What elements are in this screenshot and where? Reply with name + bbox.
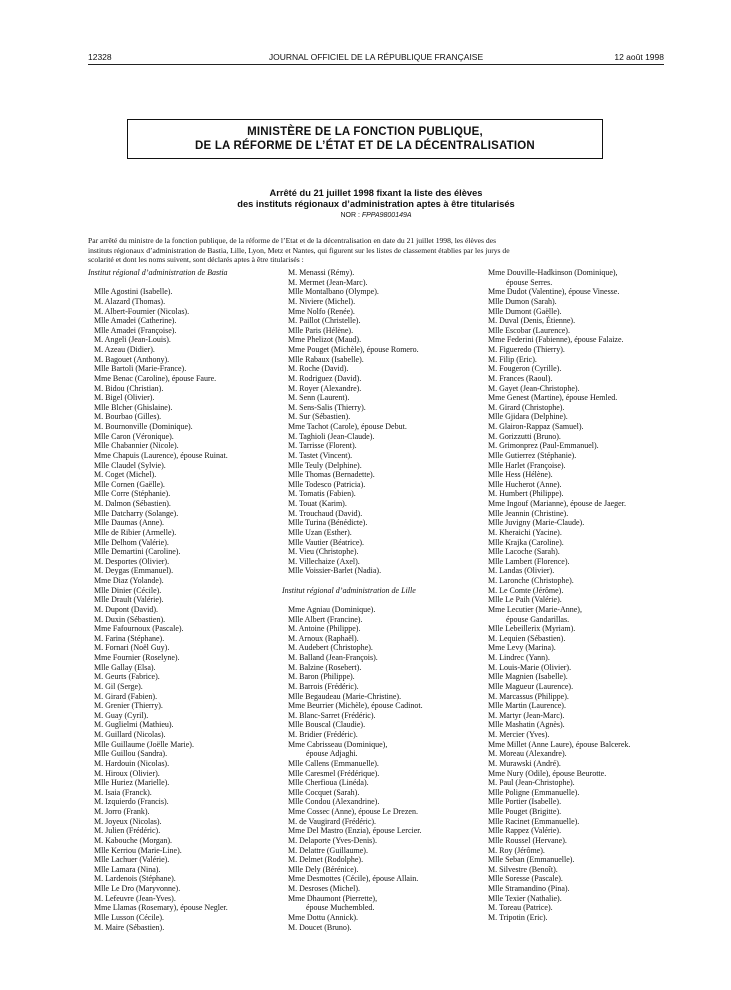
list-item: M. Filip (Eric). — [488, 354, 537, 364]
ministry-title-line-2: DE LA RÉFORME DE L’ÉTAT ET DE LA DÉCENTRALISATION — [195, 140, 535, 152]
list-item: M. Touat (Karim). — [288, 499, 347, 508]
list-item: M. Maire (Sébastien). — [94, 922, 165, 932]
list-item: Mlle Dinier (Cécile). — [94, 585, 162, 595]
list-item: M. Martyr (Jean-Marc). — [488, 710, 565, 720]
list-item: M. Joyeux (Nicolas). — [94, 816, 162, 826]
list-item: M. Vieu (Christophe). — [288, 547, 359, 557]
list-item: Mlle Uzan (Esther). — [288, 527, 352, 537]
list-item: Mme Douville-Hadkinson (Dominique), — [488, 268, 618, 277]
list-item: Mme Genest (Martine), épouse Hemled. — [488, 393, 618, 403]
header-rule — [88, 64, 664, 65]
list-item: Mme Beurrier (Michèle), épouse Cadinot. — [288, 701, 423, 711]
list-item: M. Sens-Salis (Thierry). — [288, 402, 366, 412]
list-item: Mlle Callens (Emmanuelle). — [288, 758, 379, 768]
list-item: M. Guillard (Nicolas). — [94, 730, 166, 739]
list-item: Mlle Pouget (Brigitte). — [488, 807, 562, 816]
list-item: M. Gayet (Jean-Christophe). — [488, 383, 580, 393]
list-item: M. Delmet (Rodolphe). — [288, 855, 364, 865]
list-item: M. Barrois (Frédéric). — [288, 681, 359, 691]
list-item: M. Blanc-Sarret (Frédéric). — [288, 710, 376, 720]
list-item: Mme Agniau (Dominique). — [288, 604, 376, 614]
list-item: M. Rodriguez (David). — [288, 373, 362, 383]
list-item: M. Baron (Philippe). — [288, 672, 355, 682]
list-item: Mlle Magueur (Laurence). — [488, 681, 574, 691]
list-item: Mlle Dumont (Gaëlle). — [488, 306, 562, 316]
list-item: Mlle Texier (Nathalie). — [488, 893, 562, 903]
list-item: M. Jorro (Frank). — [94, 807, 150, 816]
list-item: Mlle Martin (Laurence). — [488, 701, 566, 711]
ministry-title-line-1: MINISTÈRE DE LA FONCTION PUBLIQUE, — [247, 126, 483, 138]
list-item: Mlle Begaudeau (Marie-Christine). — [288, 691, 402, 701]
list-item: Mlle Guillaume (Joëlle Marie). — [94, 739, 194, 749]
list-item: M. Roy (Jérôme). — [488, 845, 545, 855]
names-column-3 — [482, 268, 667, 923]
decree-title-line-1: Arrêté du 21 juillet 1998 fixant la liste des élèves — [269, 188, 483, 198]
list-item: Mlle Bartoli (Marie-France). — [94, 364, 187, 374]
list-item: Mlle Lamara (Nina). — [94, 864, 161, 874]
list-item: Mme Dhaumont (Pierrette), — [288, 893, 378, 903]
list-item: M. Le Comte (Jérôme). — [488, 585, 564, 595]
list-item: Mlle Guillou (Sandra). — [94, 749, 168, 759]
list-item: Mlle Stramandino (Pina). — [488, 884, 570, 893]
list-item: Mlle Hucherot (Anne). — [488, 479, 562, 489]
list-item: M. Alazard (Thomas). — [94, 296, 166, 306]
list-item: M. Murawski (André). — [488, 758, 561, 768]
list-item: M. Marcassus (Philippe). — [488, 691, 569, 701]
list-item: Mlle Gjidara (Delphine). — [488, 412, 568, 422]
list-item: M. Duval (Denis, Étienne). — [488, 316, 576, 326]
list-item: Mme Ingouf (Marianne), épouse de Jaeger. — [488, 499, 626, 508]
list-item: M. Humbert (Philippe). — [488, 489, 564, 499]
list-item: M. Bridier (Frédéric). — [288, 730, 358, 739]
list-item: M. Bidou (Christian). — [94, 383, 164, 393]
list-item: Mlle Roussel (Hervane). — [488, 835, 567, 845]
list-item: Mlle Seban (Emmanuelle). — [488, 855, 575, 865]
list-item: M. Silvestre (Benoît). — [488, 864, 558, 874]
list-item: M. Bournonville (Dominique). — [94, 422, 193, 431]
institute-heading: Institut régional d’administration de Bastia — [88, 268, 228, 277]
list-item: Mlle Paris (Hélène). — [288, 325, 354, 335]
list-item: M. Delattre (Guillaume). — [288, 845, 368, 855]
list-item: M. Tomatis (Fabien). — [288, 489, 356, 499]
list-item: Mlle Voissier-Barlet (Nadia). — [288, 566, 382, 576]
list-item: M. Fougeron (Cyrille). — [488, 364, 562, 374]
list-item: Mlle Le Dro (Maryvonne). — [94, 884, 181, 893]
list-item: Mme Chapuis (Laurence), épouse Ruinat. — [94, 450, 228, 460]
list-item: Mlle Gallay (Elsa). — [94, 662, 156, 672]
list-item: Mme Dottu (Annick). — [288, 912, 358, 922]
list-item: Mme Lecutier (Marie-Anne), — [488, 604, 582, 614]
list-item: M. Albert-Fournier (Nicolas). — [94, 306, 190, 316]
names-column-1 — [88, 268, 270, 932]
list-item: M. Guglielmi (Mathieu). — [94, 720, 174, 730]
list-item: Mlle Mashatin (Agnès). — [488, 720, 565, 730]
list-item: Mlle Datcharry (Solange). — [94, 508, 179, 518]
list-item: Mme Levy (Marina). — [488, 643, 556, 653]
list-item: Mme Benac (Caroline), épouse Faure. — [94, 373, 217, 383]
nor-value: FPPA9800149A — [361, 212, 412, 219]
list-item: Mme Fournier (Roselyne). — [94, 653, 180, 662]
list-item: M. Duxin (Sébastien). — [94, 614, 166, 624]
list-item: M. Gorizzutti (Bruno). — [488, 431, 561, 441]
decree-title — [88, 188, 664, 210]
list-item: Mlle Lambert (Florence). — [488, 556, 570, 566]
list-item-continuation: épouse Adjaghi. — [306, 749, 358, 759]
list-item: M. Royer (Alexandre). — [288, 383, 362, 393]
list-item: Mlle Caron (Véronique). — [94, 431, 174, 441]
list-item: Mlle Amadei (Catherine). — [94, 316, 177, 326]
list-item: Mlle Teuly (Delphine). — [288, 460, 362, 470]
list-item: Mlle Poligne (Emmanuelle). — [488, 787, 580, 797]
nor-label: NOR : — [340, 212, 360, 219]
list-item: Mme Cossec (Anne), épouse Le Drezen. — [288, 807, 418, 816]
list-item: M. Balzine (Rosebert). — [288, 662, 362, 672]
list-item: Mlle Agostini (Isabelle). — [94, 287, 173, 297]
spacer — [88, 278, 270, 288]
list-item: M. Azeau (Didier). — [94, 345, 155, 354]
intro-line-3: scolarité et dont les noms suivent, sont déclarés aptes à être titularisés : — [88, 255, 304, 265]
list-item-continuation: épouse Serres. — [506, 277, 553, 287]
issue-date: 12 août 1998 — [614, 52, 664, 62]
list-item: Mlle Portier (Isabelle). — [488, 797, 562, 807]
list-item: Mlle Escobar (Laurence). — [488, 325, 570, 335]
list-item: M. Mermet (Jean-Marc). — [288, 277, 368, 287]
list-item: Mlle Turina (Bénédicte). — [288, 518, 368, 528]
list-item: M. Sur (Sébastien). — [288, 412, 351, 422]
list-item: M. Lequien (Sébastien). — [488, 633, 566, 643]
list-item: Mlle Daumas (Anne). — [94, 518, 164, 528]
list-item: M. Audebert (Christophe). — [288, 643, 373, 653]
list-item: M. Senn (Laurent). — [288, 393, 350, 403]
journal-title: JOURNAL OFFICIEL DE LA RÉPUBLIQUE FRANÇAISE — [268, 52, 484, 62]
list-item: M. Toreau (Patrice). — [488, 903, 553, 913]
list-item: Mlle Corre (Stéphanie). — [94, 489, 171, 499]
list-item: Mme Cabrisseau (Dominique), — [288, 739, 388, 749]
nor-reference — [88, 212, 664, 219]
intro-line-2: instituts régionaux d’administration de Bastia, Lille, Lyon, Metz et Nantes, qui figurent sur les listes de classement établies par les jurys de — [88, 245, 510, 255]
list-item: M. Doucet (Bruno). — [288, 922, 352, 932]
list-item: M. Guay (Cyril). — [94, 710, 149, 720]
list-item: Mlle Hess (Hélène). — [488, 470, 553, 480]
list-item: M. Fornari (Noël Guy). — [94, 643, 170, 653]
list-item: M. Figueredo (Thierry). — [488, 345, 565, 354]
list-item: Mlle Lebeillerix (Myriam). — [488, 624, 576, 634]
list-item: Mme Nury (Odile), épouse Beurotte. — [488, 768, 607, 778]
list-item: M. Farina (Stéphane). — [94, 633, 165, 643]
list-item: Mlle Lacoche (Sarah). — [488, 547, 560, 557]
list-item: Mlle Thomas (Bernadette). — [288, 470, 375, 480]
list-item: M. Laronche (Christophe). — [488, 576, 574, 585]
list-item: Mlle de Ribier (Armelle). — [94, 527, 177, 537]
list-item: M. Desroses (Michel). — [288, 884, 360, 893]
list-item: M. Frances (Raoul). — [488, 373, 553, 383]
page-number: 12328 — [88, 52, 112, 62]
list-item: M. Tastet (Vincent). — [288, 450, 353, 460]
list-item: M. Glairon-Rappaz (Samuel). — [488, 422, 584, 431]
list-item: Mlle Krajka (Caroline). — [488, 537, 564, 547]
list-item: M. de Vaugirard (Frédéric). — [288, 816, 377, 826]
list-item: M. Paul (Jean-Christophe). — [488, 778, 575, 788]
list-item: Mlle Condou (Alexandrine). — [288, 797, 380, 807]
list-item: Mlle Huriez (Marielle). — [94, 778, 170, 788]
list-item: Mme Nolfo (Renée). — [288, 306, 355, 316]
list-item: Mlle Drault (Valérie). — [94, 595, 164, 605]
list-item: Mlle Racinet (Emmanuelle). — [488, 816, 580, 826]
list-item: M. Bigel (Olivier). — [94, 393, 155, 403]
spacer — [282, 595, 472, 605]
list-item: Mme Desmottes (Cécile), épouse Allain. — [288, 874, 419, 884]
list-item-continuation: épouse Gandarillas. — [506, 614, 570, 624]
list-item: M. Landas (Olivier). — [488, 566, 555, 576]
list-item: Mlle Montalbano (Olympe). — [288, 287, 379, 297]
list-item: Mlle Jeannin (Christine). — [488, 508, 569, 518]
list-item: Mme Pouget (Michèle), épouse Romero. — [288, 345, 419, 354]
list-item: M. Trouchaud (David). — [288, 508, 363, 518]
list-item: Mlle Dumon (Sarah). — [488, 296, 557, 306]
list-item: M. Girard (Christophe). — [488, 402, 565, 412]
list-item: M. Antoine (Philippe). — [288, 624, 361, 634]
list-item: M. Tarrisse (Florent). — [288, 441, 357, 451]
list-item: M. Bagouet (Anthony). — [94, 354, 170, 364]
decree-title-line-2: des instituts régionaux d’administration aptes à être titularisés — [237, 199, 515, 209]
ministry-box — [127, 119, 603, 159]
list-item: M. Julien (Frédéric). — [94, 826, 161, 836]
list-item: Mlle Kerriou (Marie-Line). — [94, 845, 182, 855]
list-item: Mlle Chabannier (Nicole). — [94, 441, 179, 451]
list-item: M. Paillot (Christelle). — [288, 316, 361, 326]
institute-heading: Institut régional d’administration de Lille — [282, 585, 416, 595]
list-item: Mme Llamas (Rosemary), épouse Negler. — [94, 903, 228, 913]
list-item: Mme Phelizot (Maud). — [288, 335, 362, 345]
list-item: Mlle Bouscal (Claudie). — [288, 720, 366, 730]
list-item: Mlle Le Paih (Valérie). — [488, 595, 562, 605]
list-item: M. Bourbao (Gilles). — [94, 412, 162, 422]
list-item: Mlle Claudel (Sylvie). — [94, 460, 166, 470]
intro-line-1: Par arrêté du ministre de la fonction publique, de la réforme de l’Etat et de la décentralisation en date du 21 juillet 1998, les élèves des — [88, 236, 497, 245]
list-item: M. Girard (Fabien). — [94, 691, 158, 701]
list-item: M. Lindrec (Yann). — [488, 653, 550, 662]
list-item: M. Lefeuvre (Jean-Yves). — [94, 893, 176, 903]
list-item: M. Moreau (Alexandre). — [488, 749, 567, 759]
list-item: M. Desportes (Olivier). — [94, 556, 170, 566]
list-item: Mlle Harlet (Françoise). — [488, 460, 566, 470]
list-item: Mlle Dely (Bérénice). — [288, 864, 359, 874]
list-item: Mme Millet (Anne Laure), épouse Balcerek. — [488, 739, 631, 749]
list-item: M. Villechaize (Axel). — [288, 556, 360, 566]
list-item: M. Dalmon (Sébastien). — [94, 499, 171, 508]
list-item: Mme Dudot (Valentine), épouse Vinesse. — [488, 287, 620, 297]
list-item: Mlle Delhom (Valérie). — [94, 537, 169, 547]
list-item: Mlle Vautier (Béatrice). — [288, 537, 365, 547]
list-item: Mlle Albert (Francine). — [288, 614, 363, 624]
list-item: M. Louis-Marie (Olivier). — [488, 662, 572, 672]
list-item: Mlle Cherfioua (Linéda). — [288, 778, 369, 788]
list-item-continuation: épouse Muchembled. — [306, 903, 375, 913]
intro-paragraph — [88, 236, 664, 265]
list-item: Mlle Todesco (Patricia). — [288, 479, 366, 489]
list-item: M. Hardouin (Nicolas). — [94, 758, 170, 768]
list-item: Mlle Demartini (Caroline). — [94, 547, 181, 557]
list-item: M. Menassi (Rémy). — [288, 268, 355, 277]
list-item: Mlle Lachuer (Valérie). — [94, 855, 170, 865]
list-item: Mlle Cornen (Gaëlle). — [94, 479, 165, 489]
list-item: M. Grimonprez (Paul-Emmanuel). — [488, 441, 599, 451]
list-item: M. Deygas (Emmanuel). — [94, 566, 174, 576]
list-item: Mlle Rappez (Valérie). — [488, 826, 562, 836]
list-item: Mlle Rabaux (Isabelle). — [288, 354, 364, 364]
list-item: Mlle Magnien (Isabelle). — [488, 672, 568, 682]
list-item: M. Coget (Michel). — [94, 470, 157, 480]
list-item: Mlle Blcher (Ghislaine). — [94, 402, 173, 412]
list-item: M. Delaporte (Yves-Denis). — [288, 835, 377, 845]
list-item: Mlle Lusson (Cécile). — [94, 912, 164, 922]
list-item: Mlle Cocquet (Sarah). — [288, 787, 360, 797]
list-item: M. Arnoux (Raphaël). — [288, 633, 359, 643]
list-item: Mlle Amadei (Françoise). — [94, 325, 177, 335]
names-column-2 — [282, 268, 472, 932]
list-item: Mlle Soresse (Pascale). — [488, 874, 563, 884]
list-item: M. Geurts (Fabrice). — [94, 672, 160, 682]
list-item: Mlle Caresmel (Frédérique). — [288, 768, 380, 778]
list-item: M. Taghioli (Jean-Claude). — [288, 431, 375, 441]
list-item: Mlle Gutierrez (Stéphanie). — [488, 450, 577, 460]
list-item: Mme Tachot (Carole), épouse Debut. — [288, 422, 407, 431]
list-item: M. Kheraichi (Yacine). — [488, 527, 562, 537]
list-item: M. Tripotin (Eric). — [488, 912, 548, 922]
list-item: Mme Federini (Fabienne), épouse Falaize. — [488, 335, 624, 345]
list-item: M. Mercier (Yves). — [488, 730, 550, 739]
list-item: M. Kabouche (Morgan). — [94, 835, 173, 845]
list-item: M. Balland (Jean-François). — [288, 653, 378, 662]
list-item: M. Gil (Serge). — [94, 681, 143, 691]
list-item: Mme Diaz (Yolande). — [94, 576, 164, 585]
list-item: M. Roche (David). — [288, 364, 349, 374]
list-item: M. Angeli (Jean-Louis). — [94, 335, 171, 345]
list-item: M. Dupont (David). — [94, 604, 158, 614]
spacer — [282, 576, 472, 586]
list-item: M. Niviere (Michel). — [288, 296, 356, 306]
list-item: M. Lardenois (Stéphane). — [94, 874, 176, 884]
list-item: Mme Del Mastro (Enzia), épouse Lercier. — [288, 826, 422, 836]
list-item: M. Hiroux (Olivier). — [94, 768, 160, 778]
list-item: M. Izquierdo (Francis). — [94, 797, 169, 807]
list-item: M. Isaia (Franck). — [94, 787, 152, 797]
list-item: Mlle Juvigny (Marie-Claude). — [488, 518, 585, 528]
list-item: M. Grenier (Thierry). — [94, 701, 163, 711]
list-item: Mme Fafournoux (Pascale). — [94, 624, 184, 634]
